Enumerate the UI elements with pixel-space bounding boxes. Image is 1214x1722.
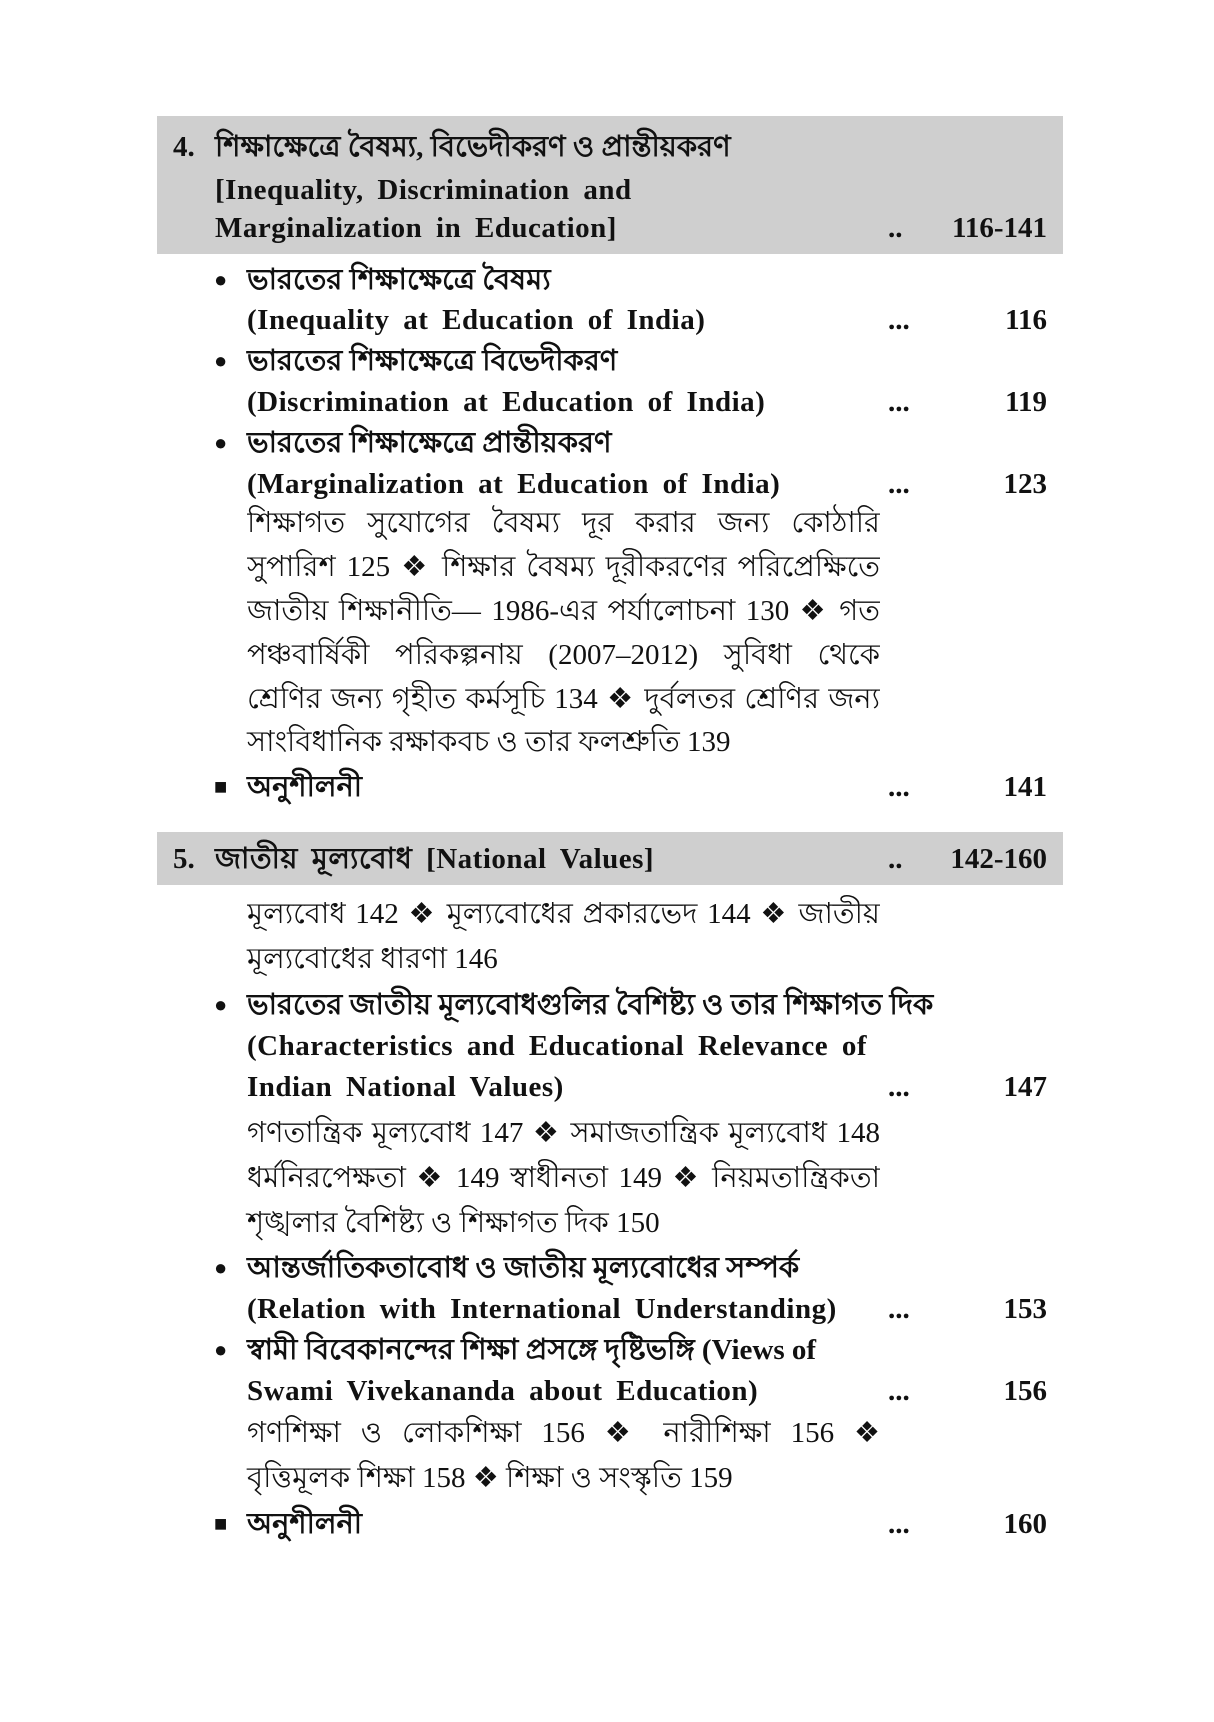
page-number: 123 [1003, 468, 1047, 500]
topic-bengali: আন্তর্জাতিকতাবোধ ও জাতীয় মূল্যবোধের সম্পর্ক [247, 1252, 800, 1284]
subtopic-line: মূল্যবোধের ধারণা 146 [247, 943, 498, 975]
topic-english: Swami Vivekananda about Education) [247, 1375, 759, 1407]
page-number: 156 [1003, 1375, 1047, 1407]
subtopic-line: জাতীয় শিক্ষানীতি— 1986-এর পর্যালোচনা 130 ❖ গত [247, 595, 880, 627]
leader-dots: ... [888, 304, 910, 336]
topic-bengali: ভারতের শিক্ষাক্ষেত্রে বিভেদীকরণ [247, 345, 618, 377]
leader-dots: ... [888, 386, 910, 418]
subtopic-line: সুপারিশ 125 ❖ শিক্ষার বৈষম্য দূরীকরণের পরিপ্রেক্ষিতে [247, 551, 880, 583]
leader-dots: ... [888, 468, 910, 500]
leader-dots: ... [888, 1375, 910, 1407]
exercise-label: অনুশীলনী [247, 1508, 363, 1540]
chapter-number: 4. [173, 131, 195, 163]
page-number: 119 [1005, 386, 1047, 418]
topic-english: (Marginalization at Education of India) [247, 468, 781, 500]
subtopic-line: গণশিক্ষা ও লোকশিক্ষা 156 ❖ নারীশিক্ষা 156 ❖ [247, 1417, 880, 1449]
page-number: 153 [1003, 1293, 1047, 1325]
subtopic-line: মূল্যবোধ 142 ❖ মূল্যবোধের প্রকারভেদ 144 ❖ জাতীয় [247, 898, 880, 930]
leader-dots: .. [888, 843, 903, 875]
bullet-icon: ● [214, 267, 228, 292]
page-number: 147 [1003, 1071, 1047, 1103]
topic-bengali: ভারতের শিক্ষাক্ষেত্রে প্রান্তীয়করণ [247, 427, 612, 459]
topic-english: (Characteristics and Educational Relevance of [247, 1030, 867, 1062]
bullet-icon: ● [214, 1255, 228, 1280]
subtopic-line: বৃত্তিমূলক শিক্ষা 158 ❖ শিক্ষা ও সংস্কৃতি 159 [247, 1462, 733, 1494]
subtopic-line: শ্রেণির জন্য গৃহীত কর্মসূচি 134 ❖ দুর্বলতর শ্রেণির জন্য [247, 683, 880, 715]
chapter-title-english: Marginalization in Education] [215, 212, 617, 244]
subtopic-line: শৃঙ্খলার বৈশিষ্ট্য ও শিক্ষাগত দিক 150 [247, 1207, 660, 1239]
topic-english: Indian National Values) [247, 1071, 564, 1103]
leader-dots: ... [888, 1071, 910, 1103]
page-range: 116-141 [951, 212, 1047, 244]
subtopic-line: গণতান্ত্রিক মূল্যবোধ 147 ❖ সমাজতান্ত্রিক মূল্যবোধ 148 [247, 1117, 880, 1149]
chapter-title-bengali: শিক্ষাক্ষেত্রে বৈষম্য, বিভেদীকরণ ও প্রান্তীয়করণ [215, 131, 731, 163]
leader-dots: ... [888, 1508, 910, 1540]
topic-english: (Relation with International Understanding) [247, 1293, 837, 1325]
subtopic-line: শিক্ষাগত সুযোগের বৈষম্য দূর করার জন্য কোঠারি [247, 507, 880, 539]
square-bullet-icon: ■ [214, 1511, 228, 1536]
square-bullet-icon: ■ [214, 774, 228, 799]
leader-dots: .. [888, 212, 903, 244]
page-number: 141 [1003, 771, 1047, 803]
chapter-title: জাতীয় মূল্যবোধ [National Values] [215, 843, 655, 875]
topic-line: স্বামী বিবেকানন্দের শিক্ষা প্রসঙ্গে দৃষ্টিভঙ্গি (Views of [247, 1334, 817, 1366]
exercise-label: অনুশীলনী [247, 771, 363, 803]
page-number: 160 [1003, 1508, 1047, 1540]
chapter-number: 5. [173, 843, 195, 875]
subtopic-line: পঞ্চবার্ষিকী পরিকল্পনায় (2007–2012) সুবিধা থেকে [247, 639, 880, 671]
page-range: 142-160 [950, 843, 1047, 875]
topic-bengali: ভারতের জাতীয় মূল্যবোধগুলির বৈশিষ্ট্য ও তার শিক্ষাগত দিক [247, 989, 934, 1021]
topic-bengali: ভারতের শিক্ষাক্ষেত্রে বৈষম্য [247, 264, 551, 296]
bullet-icon: ● [214, 430, 228, 455]
bullet-icon: ● [214, 992, 228, 1017]
topic-english: (Discrimination at Education of India) [247, 386, 766, 418]
chapter-title-english: [Inequality, Discrimination and [215, 174, 632, 206]
leader-dots: ... [888, 771, 910, 803]
bullet-icon: ● [214, 348, 228, 373]
topic-english: (Inequality at Education of India) [247, 304, 706, 336]
subtopic-line: ধর্মনিরপেক্ষতা ❖ 149 স্বাধীনতা 149 ❖ নিয়মতান্ত্রিকতা [247, 1162, 880, 1194]
subtopic-line: সাংবিধানিক রক্ষাকবচ ও তার ফলশ্রুতি 139 [247, 726, 731, 758]
page-number: 116 [1005, 304, 1047, 336]
leader-dots: ... [888, 1293, 910, 1325]
bullet-icon: ● [214, 1337, 228, 1362]
